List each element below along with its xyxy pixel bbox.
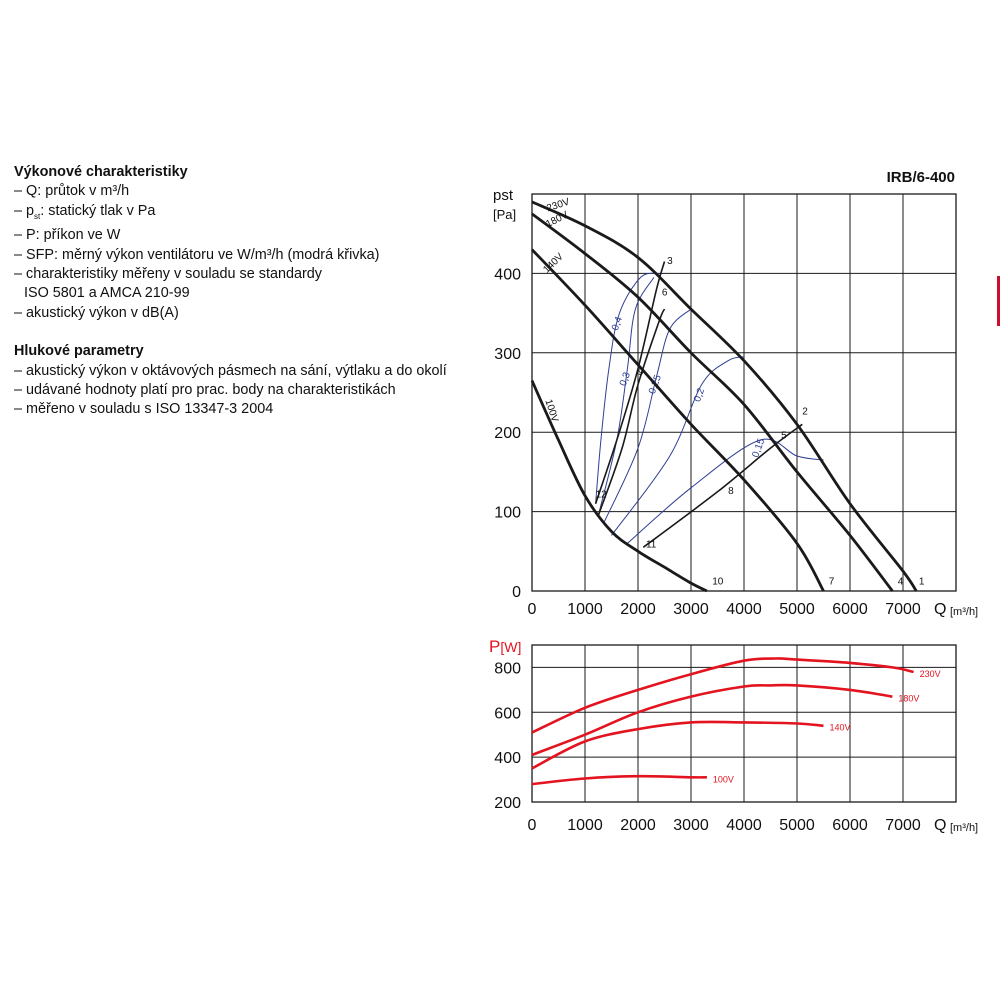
- power-curve-140V: [532, 722, 824, 769]
- sfp-label: 0,4: [609, 315, 626, 333]
- power-y-tick-label: 800: [494, 660, 521, 678]
- noise-item: – udávané hodnoty platí pro prac. body na charakteristikách: [14, 381, 396, 398]
- perf-item: – charakteristiky měřeny v souladu se standardy: [14, 265, 322, 282]
- system-curve: [595, 309, 664, 515]
- system-curve: [643, 424, 802, 547]
- pressure-curve-230V: [532, 202, 916, 591]
- y-tick-label: 0: [512, 584, 521, 601]
- x-tick-label: 2000: [620, 601, 656, 618]
- power-x-tick-label: 2000: [620, 817, 656, 834]
- x-tick-label: 3000: [673, 601, 709, 618]
- pressure-curve-180V: [532, 214, 892, 591]
- y-axis-label: pst: [493, 187, 514, 204]
- noise-item: – akustický výkon v oktávových pásmech na sání, výtlaku a do okolí: [14, 362, 447, 379]
- sfp-label: 0,25: [647, 373, 665, 396]
- power-y-tick-label: 200: [494, 795, 521, 812]
- sfp-label: 0,3: [617, 370, 633, 388]
- perf-item: – P: příkon ve W: [14, 227, 121, 244]
- y-tick-label: 300: [494, 345, 521, 363]
- x-tick-label: 4000: [726, 601, 762, 618]
- operating-point-label: 4: [897, 576, 904, 588]
- power-x-tick-label: 1000: [567, 817, 603, 834]
- performance-heading: Výkonové charakteristiky: [14, 164, 188, 180]
- operating-point-label: 9: [638, 367, 644, 379]
- curve-tag-100V: 100V: [542, 397, 561, 424]
- x-tick-label: 5000: [779, 601, 815, 618]
- y-tick-label: 400: [494, 266, 521, 284]
- x-tick-label: 0: [527, 601, 537, 618]
- power-curve-180V: [532, 685, 892, 755]
- sfp-curve: [627, 439, 823, 543]
- power-curve-label-100V: 100V: [712, 774, 734, 785]
- operating-point-label: 7: [828, 576, 835, 588]
- operating-point-label: 1: [918, 576, 925, 588]
- x-axis-label: Q: [934, 601, 947, 618]
- power-curve-label-180V: 180V: [898, 693, 920, 704]
- sfp-label: 0,15: [750, 437, 768, 460]
- sfp-label: 0,2: [692, 386, 708, 404]
- curve-tag-180V: 180V: [544, 209, 571, 231]
- power-x-tick-label: 5000: [779, 817, 815, 834]
- power-y-axis-label: P[W]: [489, 637, 522, 656]
- power-x-tick-label: 7000: [885, 817, 921, 834]
- operating-point-label: 3: [667, 255, 673, 267]
- curve-tag-140V: 140V: [541, 251, 566, 276]
- y-axis-unit: [Pa]: [493, 207, 517, 222]
- operating-point-label: 2: [802, 406, 808, 418]
- x-tick-label: 7000: [885, 601, 921, 618]
- perf-item: – Q: průtok v m³/h: [14, 183, 130, 200]
- power-y-tick-label: 400: [494, 750, 521, 768]
- operating-point-label: 12: [595, 489, 607, 501]
- y-tick-label: 200: [494, 425, 521, 443]
- operating-point-label: 10: [712, 576, 724, 588]
- sfp-curve: [595, 277, 654, 515]
- power-x-tick-label: 6000: [832, 817, 868, 834]
- x-tick-label: 6000: [832, 601, 868, 618]
- operating-point-label: 6: [661, 287, 668, 299]
- noise-item: – měřeno v souladu s ISO 13347-3 2004: [14, 401, 274, 418]
- noise-heading: Hlukové parametry: [14, 343, 144, 360]
- x-tick-label: 1000: [567, 601, 603, 618]
- power-x-tick-label: 4000: [726, 817, 762, 834]
- perf-item: – SFP: měrný výkon ventilátoru ve W/m³/h (modrá křivka): [14, 246, 380, 263]
- power-x-axis-label: Q: [934, 817, 947, 834]
- operating-point-label: 11: [645, 539, 657, 551]
- power-x-tick-label: 0: [527, 817, 537, 834]
- operating-point-label: 5: [781, 430, 787, 442]
- power-y-tick-label: 600: [494, 705, 521, 723]
- power-curve-label-230V: 230V: [919, 668, 941, 679]
- perf-item: – akustický výkon v dB(A): [14, 304, 179, 321]
- x-axis-unit: [m³/h]: [950, 606, 979, 618]
- power-curve-100V: [532, 776, 707, 784]
- operating-point-label: 8: [728, 486, 734, 498]
- perf-item: ISO 5801 a AMCA 210-99: [24, 285, 190, 302]
- power-curve-label-140V: 140V: [829, 722, 851, 733]
- y-tick-label: 100: [494, 504, 521, 522]
- curve-tag-230V: 230V: [545, 196, 572, 215]
- power-x-axis-unit: [m³/h]: [950, 822, 979, 834]
- power-x-tick-label: 3000: [673, 817, 709, 834]
- chart-title: IRB/6-400: [886, 169, 955, 186]
- perf-item: – $p_{st}$: statický tlak v Pa: [14, 202, 156, 221]
- pressure-curve-140V: [532, 250, 824, 591]
